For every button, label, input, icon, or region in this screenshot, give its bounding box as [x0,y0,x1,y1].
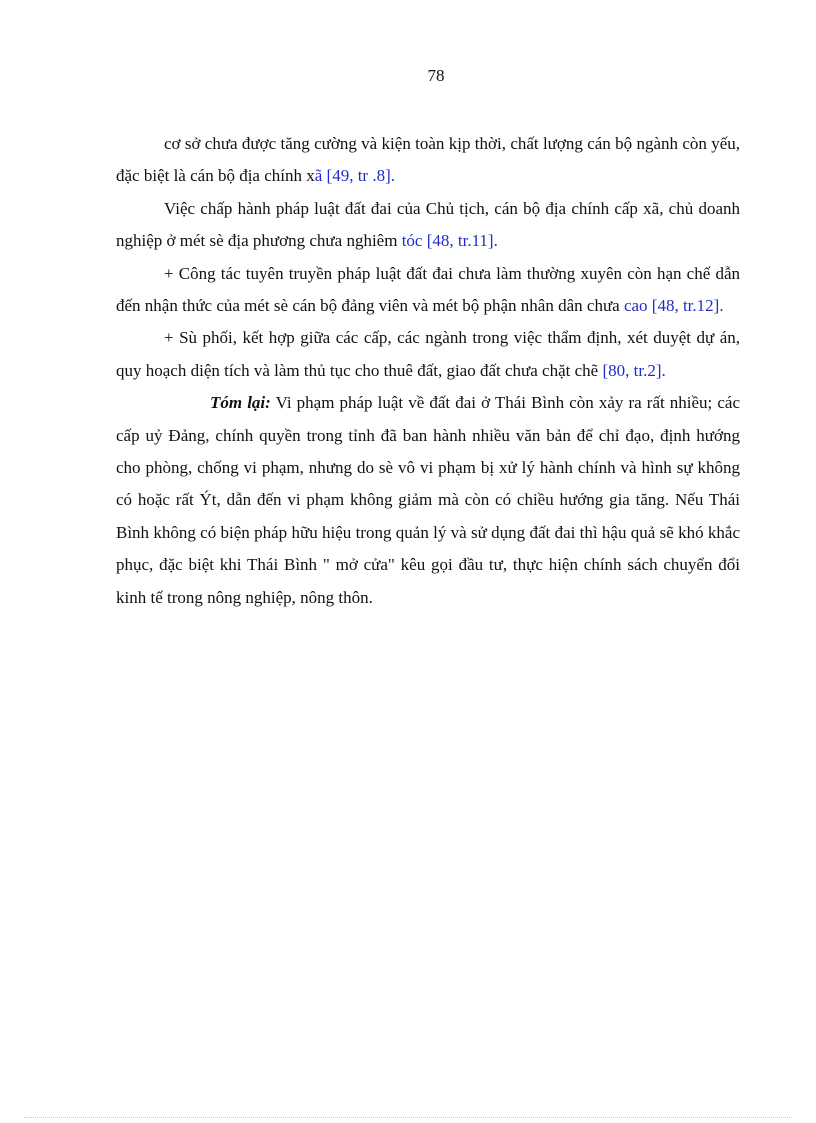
citation-2: tóc [48, tr.11]. [401,231,498,251]
paragraph-1 [116,128,740,193]
paragraph-1-text: cơ sở chưa được tăng cường và kiện toàn kịp thời, chất lượng cán bộ ngành còn yếu, đặc biệt là cán bộ địa chính x [116,134,740,186]
paragraph-3-text: + Công tác tuyên truyền pháp luật đất đai chưa làm thường xuyên còn hạn chế dẫn đến nhận thức của mét sè cán bộ đảng viên và mét bộ phận nhân dân chưa [116,263,740,316]
summary-text: Vi phạm pháp luật về đất đai ở Thái Bình còn xảy ra rất nhiều; các cấp uỷ Đảng, chính quyền trong tỉnh đã ban hành nhiều văn bản để chỉ đạo, định hướng cho phòng, chống vi phạm, nhưng do sè vô vi phạm bị xử lý hành chính và hình sự không có hoặc rất Ýt, dẫn đến vi phạm không giảm mà còn có chiều hướng gia tăng. Nếu Thái Bình không có biện pháp hữu hiệu trong quản lý và sử dụng đất đai thì hậu quả sẽ khó khắc phục, đặc biệt khi Thái Bình " mở cửa" kêu gọi đầu tư, thực hiện chính sách chuyển đổi kinh tế trong nông nghiệp, nông thôn. [116,393,741,607]
citation-1: ã [49, tr .8]. [314,166,395,186]
paragraph-2-text: Việc chấp hành pháp luật đất đai của Chủ tịch, cán bộ địa chính cấp xã, chủ doanh nghiệp ở mét sè địa phương chưa nghiêm [116,198,740,251]
paragraph-3 [116,258,740,323]
citation-4: [80, tr.2]. [602,360,666,380]
paragraph-4 [116,322,740,387]
paragraph-2 [116,193,740,258]
page-bottom-divider [24,1117,792,1118]
paragraph-4-text: + Sù phối, kết hợp giữa các cấp, các ngành trong việc thẩm định, xét duyệt dự án, quy hoạch diện tích và làm thủ tục cho thuê đất, giao đất chưa chặt chẽ [116,328,740,380]
document-body [116,128,740,614]
page-number: 78 [427,66,445,85]
summary-label: Tóm lại: [210,393,271,413]
citation-3: cao [48, tr.12]. [623,296,724,316]
summary-paragraph [116,387,740,614]
